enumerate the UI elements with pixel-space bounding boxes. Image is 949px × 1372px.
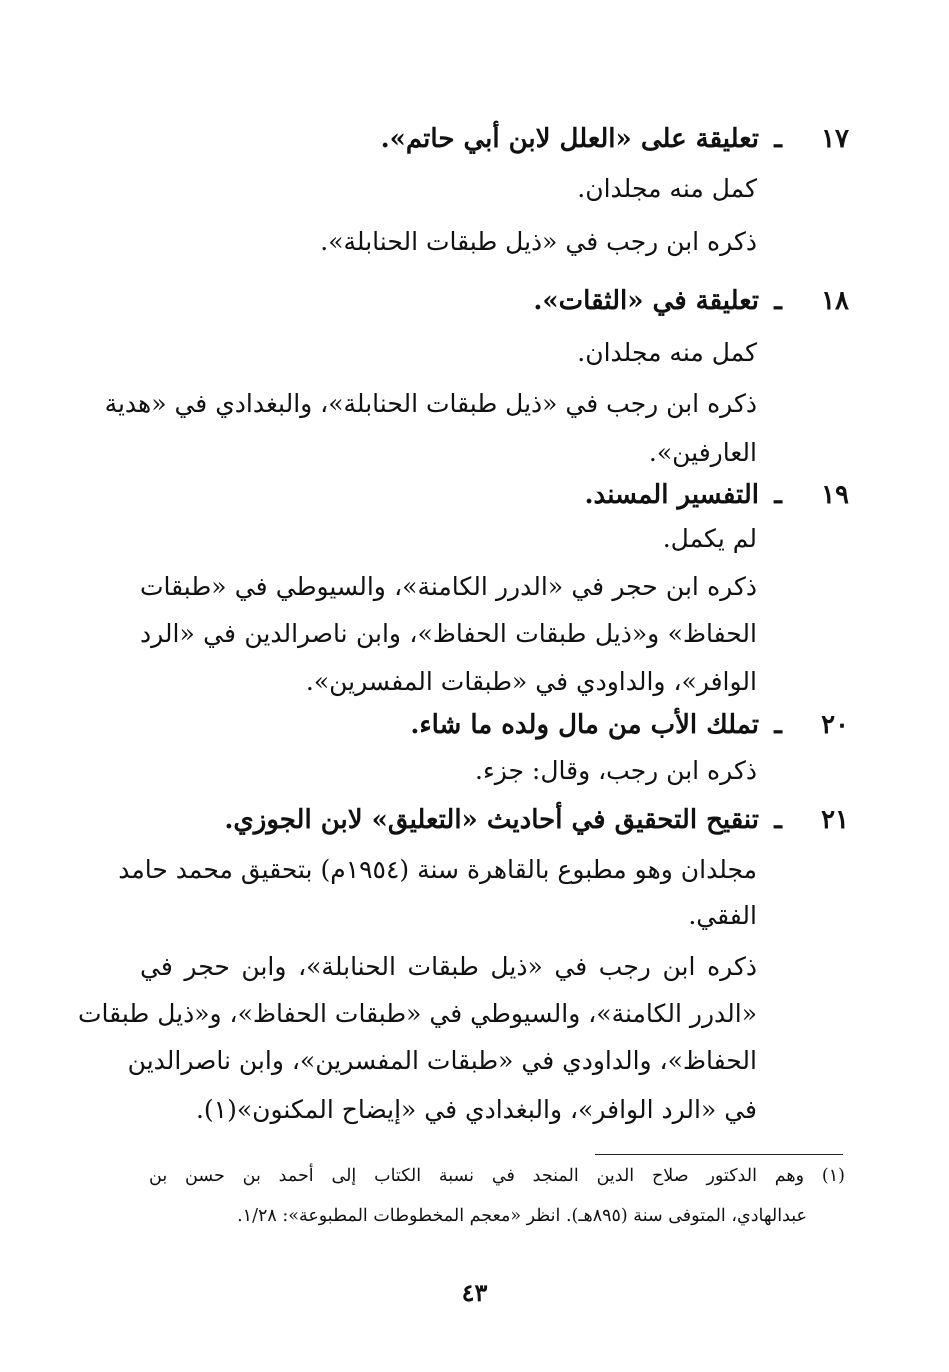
entry-title: تنقيح التحقيق في أحاديث «التعليق» لابن الجوزي. (224, 805, 759, 835)
entry-19-line-1: لم يكمل. (662, 524, 757, 553)
entry-19-heading: ١٩ـالتفسير المسند. (584, 480, 849, 510)
entry-number: ١٧ (821, 124, 849, 154)
entry-title: تعليقة في «الثقات». (533, 286, 759, 316)
entry-21-line-3: ذكره ابن رجب في «ذيل طبقات الحنابلة»، وابن حجر في (140, 952, 757, 981)
entry-21-line-2: الفقي. (688, 901, 757, 930)
entry-number: ٢١ (821, 805, 849, 835)
entry-21-line-6: في «الرد الوافر»، والبغدادي في «إيضاح المكنون»(١). (195, 1095, 757, 1124)
entry-title: تعليقة على «العلل لابن أبي حاتم». (380, 124, 759, 154)
footnote-line-1: (١) وهم الدكتور صلاح الدين المنجد في نسبة الكتاب إلى أحمد بن حسن بن (149, 1166, 845, 1186)
entry-number: ١٩ (821, 480, 849, 510)
entry-17-heading: ١٧ـتعليقة على «العلل لابن أبي حاتم». (380, 124, 849, 154)
entry-17-line-1: كمل منه مجلدان. (577, 174, 757, 203)
entry-20-heading: ٢٠ـتملك الأب من مال ولده ما شاء. (410, 710, 849, 740)
entry-18-line-3: العارفين». (648, 438, 757, 467)
entry-18-heading: ١٨ـتعليقة في «الثقات». (533, 286, 849, 316)
entry-19-line-4: الوافر»، والداودي في «طبقات المفسرين». (305, 667, 757, 696)
entry-18-line-1: كمل منه مجلدان. (577, 338, 757, 367)
footnote-line-2: عبدالهادي، المتوفى سنة (٨٩٥هـ). انظر «معجم المخطوطات المطبوعة»: ١/٢٨. (237, 1206, 807, 1226)
entry-21-heading: ٢١ـتنقيح التحقيق في أحاديث «التعليق» لابن الجوزي. (224, 805, 849, 835)
entry-title: التفسير المسند. (584, 480, 759, 510)
entry-21-line-4: «الدرر الكامنة»، والسيوطي في «طبقات الحفاظ»، و«ذيل طبقات (78, 999, 757, 1028)
entry-18-line-2: ذكره ابن رجب في «ذيل طبقات الحنابلة»، والبغدادي في «هدية (104, 389, 757, 418)
entry-21-line-1: مجلدان وهو مطبوع بالقاهرة سنة (١٩٥٤م) بتحقيق محمد حامد (118, 855, 757, 884)
entry-21-line-5: الحفاظ»، والداودي في «طبقات المفسرين»، وابن ناصرالدين (127, 1046, 757, 1075)
page-number: ٤٣ (461, 1278, 488, 1307)
entry-17-line-2: ذكره ابن رجب في «ذيل طبقات الحنابلة». (320, 227, 757, 256)
entry-number: ٢٠ (821, 710, 849, 740)
entry-number: ١٨ (821, 286, 849, 316)
entry-19-line-3: الحفاظ» و«ذيل طبقات الحفاظ»، وابن ناصرالدين في «الرد (140, 619, 757, 648)
entry-20-line-1: ذكره ابن رجب، وقال: جزء. (475, 756, 757, 785)
footnote-divider (595, 1154, 843, 1155)
entry-19-line-2: ذكره ابن حجر في «الدرر الكامنة»، والسيوطي في «طبقات (140, 572, 757, 601)
entry-title: تملك الأب من مال ولده ما شاء. (410, 710, 759, 740)
